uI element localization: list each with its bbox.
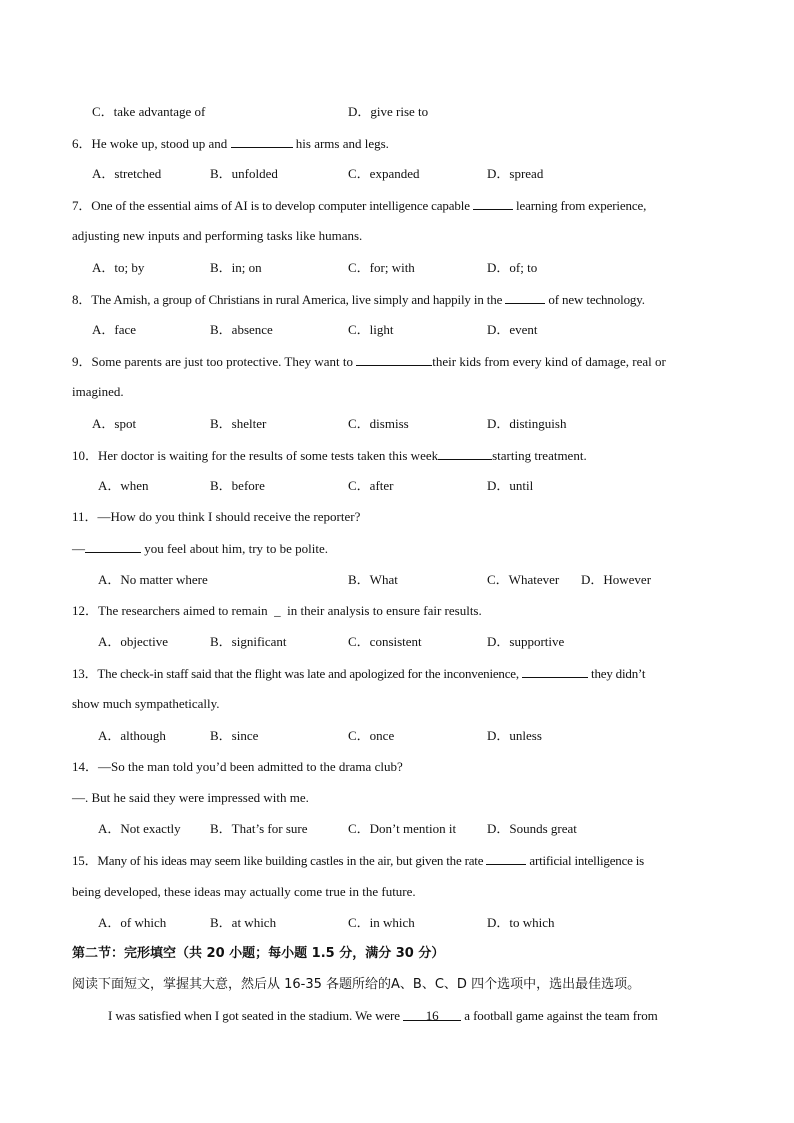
q13-option-d: D．unless — [487, 728, 542, 743]
q7-stem — [72, 197, 646, 214]
q6-text-post: his arms and legs. — [295, 136, 389, 151]
q7-number: 7． — [72, 198, 92, 213]
q15-option-a: A．of which — [98, 915, 167, 930]
q12-option-b: B．significant — [210, 634, 287, 649]
q6-option-a: A．stretched — [92, 166, 162, 181]
q9-text-post: their kids from every kind of damage, real or — [432, 354, 666, 369]
q13-option-c: C．once — [348, 728, 395, 743]
q13-option-a: A．although — [98, 728, 166, 743]
q8-text-pre: The Amish, a group of Christians in rural America, live simply and happily in the — [91, 292, 503, 307]
q9-option-b: B．shelter — [210, 416, 267, 431]
q6-option-d: D．spread — [487, 166, 544, 181]
passage-text-post: a football game against the team from — [464, 1008, 658, 1023]
q10-blank — [438, 447, 492, 460]
q15-option-b: B．at which — [210, 915, 277, 930]
section2-instruction: 阅读下面短文，掌握其大意，然后从 16-35 各题所给的A、B、C、D 四个选项中，选出最佳选项。 — [72, 977, 641, 992]
q13-number: 13． — [72, 666, 98, 681]
q9-option-a: A．spot — [92, 416, 137, 431]
q6-stem — [72, 135, 389, 152]
q13-blank — [522, 665, 588, 678]
q5-option-c: C．take advantage of — [92, 104, 206, 119]
passage-text-pre: I was satisfied when I got seated in the stadium. We were — [108, 1008, 400, 1023]
q12-text-pre: The researchers aimed to remain — [98, 603, 268, 618]
q9-number: 9． — [72, 354, 92, 369]
q6-text-pre: He woke up, stood up and — [91, 136, 228, 151]
q6-number: 6． — [72, 136, 92, 151]
q7-option-b: B．in; on — [210, 260, 262, 275]
q11-stem — [72, 509, 360, 525]
q12-stem — [72, 603, 482, 619]
q14-option-b: B．That’s for sure — [210, 821, 308, 836]
q12-option-a: A．objective — [98, 634, 169, 649]
q10-option-c: C．after — [348, 478, 394, 493]
section2-heading: 第二节：完形填空（共 20 小题；每小题 1.5 分，满分 30 分） — [72, 946, 445, 961]
q11-option-c: C．Whatever — [487, 572, 560, 587]
q14-option-c: C．Don’t mention it — [348, 821, 457, 836]
q11-dash: — — [72, 541, 85, 556]
q9-blank — [356, 353, 432, 366]
q15-stem — [72, 852, 644, 869]
q10-option-b: B．before — [210, 478, 265, 493]
q11-blank — [85, 540, 141, 553]
q7-option-a: A．to; by — [92, 260, 145, 275]
q13-text-post: they didn’t — [591, 666, 646, 681]
q15-blank — [486, 852, 526, 865]
q8-text-post: of new technology. — [548, 292, 645, 307]
q8-number: 8． — [72, 292, 92, 307]
q9-option-c: C．dismiss — [348, 416, 409, 431]
q8-option-c: C．light — [348, 322, 394, 337]
q9-text-pre: Some parents are just too protective. They want to — [91, 354, 354, 369]
q11-text-post: you feel about him, try to be polite. — [144, 541, 329, 556]
q10-option-d: D．until — [487, 478, 534, 493]
q15-option-c: C．in which — [348, 915, 415, 930]
q11-option-b: B．What — [348, 572, 398, 587]
q15-text-pre: Many of his ideas may seem like building castles in the air, but given the rate — [97, 853, 484, 868]
q11-stem-line2 — [72, 540, 328, 557]
q9-option-d: D．distinguish — [487, 416, 567, 431]
q7-text-post: learning from experience, — [516, 198, 647, 213]
q8-option-b: B．absence — [210, 322, 273, 337]
q15-text-post: artificial intelligence is — [529, 853, 645, 868]
q13-text-pre: The check-in staff said that the flight was late and apologized for the inconvenience, — [97, 666, 519, 681]
q10-text-pre: Her doctor is waiting for the results of some tests taken this week — [98, 448, 439, 463]
q11-number: 11． — [72, 509, 98, 524]
q13-stem — [72, 665, 645, 682]
q11-text-line1: —How do you think I should receive the reporter? — [97, 509, 361, 524]
q13-option-b: B．since — [210, 728, 259, 743]
q14-text-line1: —So the man told you’d been admitted to the drama club? — [98, 759, 403, 774]
q7-text-pre: One of the essential aims of AI is to develop computer intelligence capable — [91, 198, 470, 213]
q11-option-a: A．No matter where — [98, 572, 208, 587]
q14-number: 14． — [72, 759, 99, 774]
q12-text-post: in their analysis to ensure fair results. — [287, 603, 482, 618]
q10-option-a: A．when — [98, 478, 149, 493]
q14-stem-line2: —. But he said they were impressed with me. — [72, 790, 309, 805]
q7-stem-line2: adjusting new inputs and performing tasks like humans. — [72, 228, 363, 243]
q12-option-c: C．consistent — [348, 634, 422, 649]
q5-option-d: D．give rise to — [348, 104, 429, 119]
q7-blank — [473, 197, 513, 210]
q8-option-a: A．face — [92, 322, 137, 337]
q8-blank — [505, 291, 545, 304]
q12-option-d: D．supportive — [487, 634, 565, 649]
q10-text-post: starting treatment. — [492, 448, 587, 463]
q9-stem-line2: imagined. — [72, 384, 124, 399]
q6-option-b: B．unfolded — [210, 166, 278, 181]
q11-option-d: D．However — [581, 572, 652, 587]
passage-blank-16: 16 — [403, 1008, 461, 1021]
q14-option-a: A．Not exactly — [98, 821, 181, 836]
q12-blank: _ — [274, 603, 281, 618]
q14-stem — [72, 759, 403, 775]
q10-number: 10． — [72, 448, 99, 463]
q15-number: 15． — [72, 853, 98, 868]
q14-option-d: D．Sounds great — [487, 821, 577, 836]
q9-stem — [72, 353, 666, 370]
passage-first-line — [108, 1008, 658, 1024]
q15-stem-line2: being developed, these ideas may actually come true in the future. — [72, 884, 416, 899]
q15-option-d: D．to which — [487, 915, 555, 930]
q8-stem — [72, 291, 645, 308]
q13-stem-line2: show much sympathetically. — [72, 696, 220, 711]
q7-option-c: C．for; with — [348, 260, 415, 275]
q10-stem — [72, 447, 587, 464]
q6-blank — [231, 135, 293, 148]
q8-option-d: D．event — [487, 322, 538, 337]
q7-option-d: D．of; to — [487, 260, 538, 275]
q12-number: 12． — [72, 603, 99, 618]
q6-option-c: C．expanded — [348, 166, 420, 181]
